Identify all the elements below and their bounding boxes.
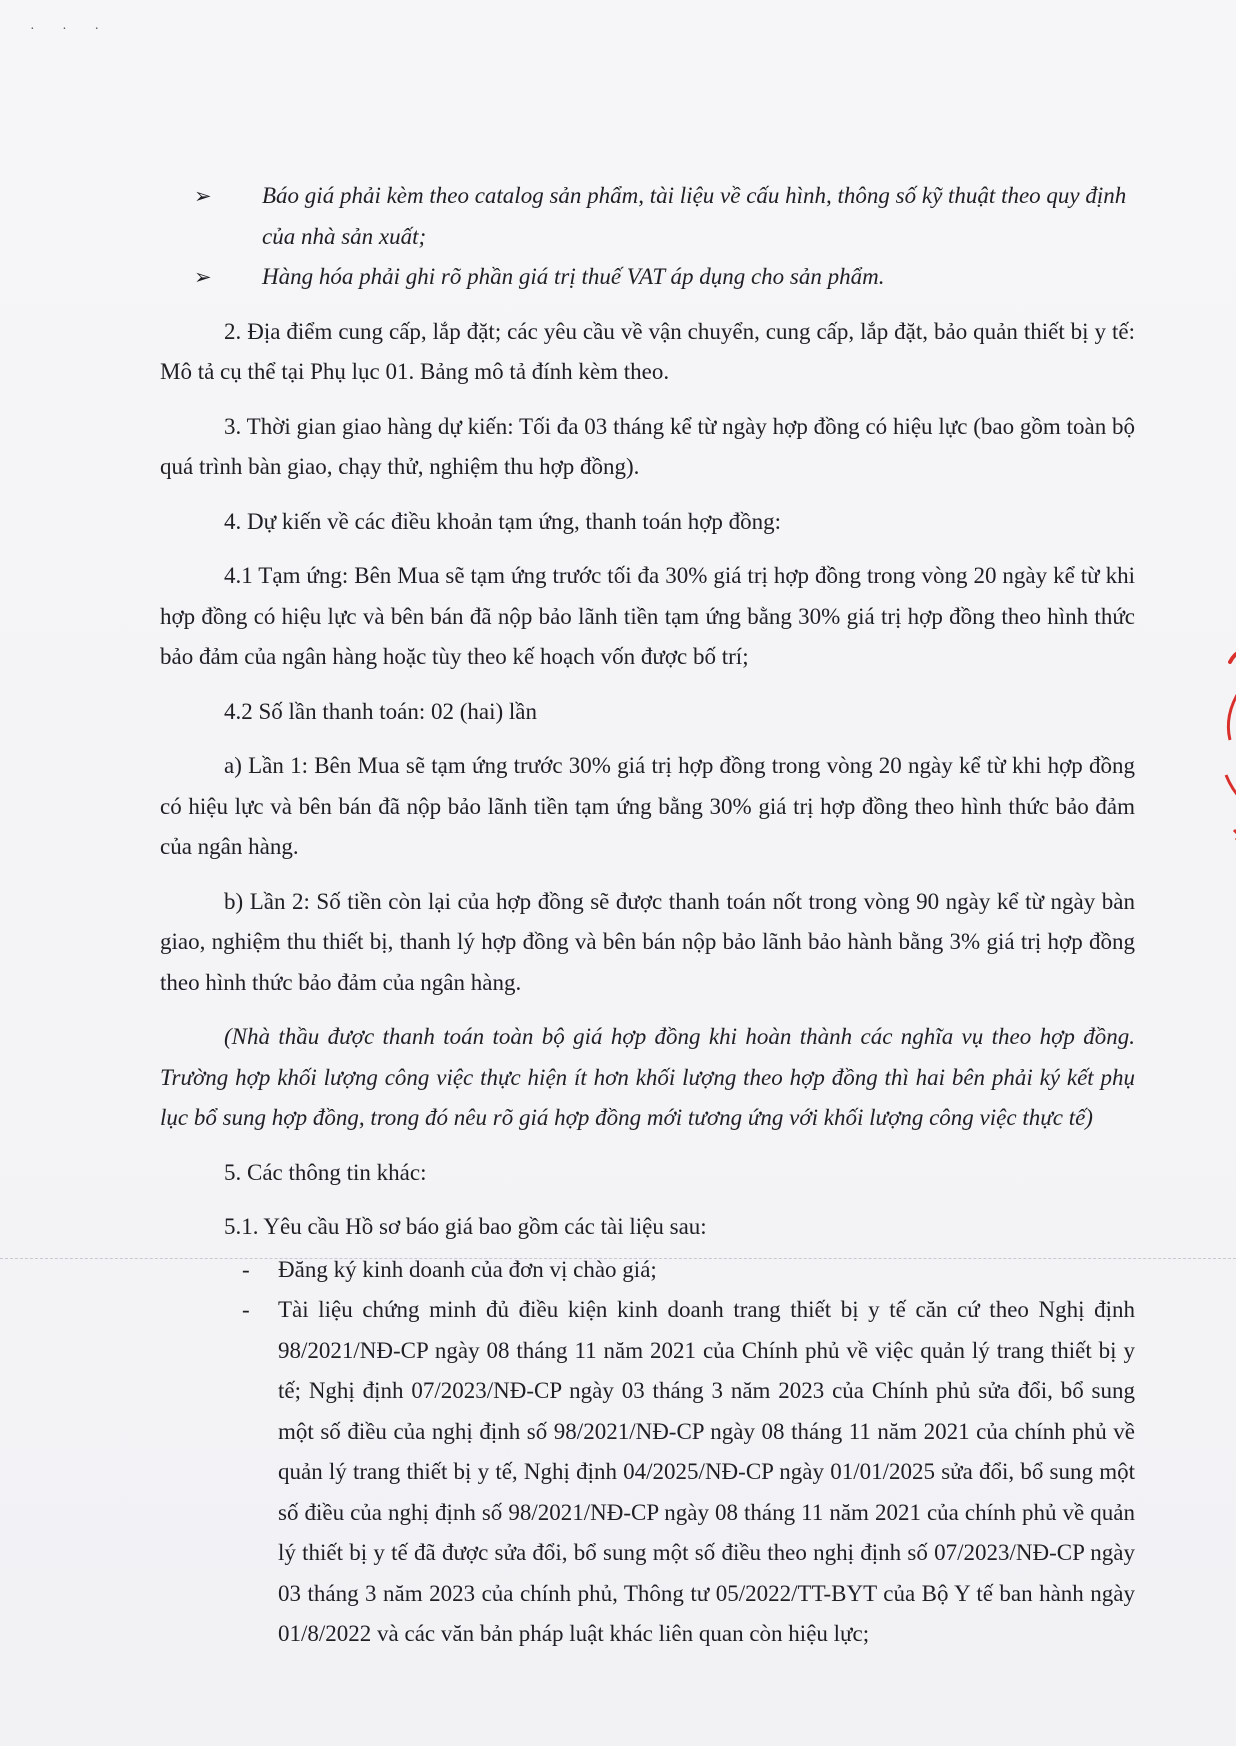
list-item-text: Đăng ký kinh doanh của đơn vị chào giá; — [278, 1256, 657, 1282]
list-item — [242, 1290, 1135, 1655]
list-item — [242, 1250, 1135, 1291]
bullet-item — [194, 176, 1135, 257]
bullet-text: Báo giá phải kèm theo catalog sản phẩm, tài liệu về cấu hình, thông số kỹ thuật theo quy định của nhà sản xuất; — [262, 183, 1127, 249]
section-4-1: 4.1 Tạm ứng: Bên Mua sẽ tạm ứng trước tối đa 30% giá trị hợp đồng trong vòng 20 ngày kể từ khi hợp đồng có hiệu lực và bên bán đã nộp bảo lãnh tiền tạm ứng bằng 30% giá trị hợp đồng theo hình thức bảo đảm của ngân hàng hoặc tùy theo kế hoạch vốn được bố trí; — [160, 563, 1135, 669]
section-4-2-a: a) Lần 1: Bên Mua sẽ tạm ứng trước 30% giá trị hợp đồng trong vòng 20 ngày kể từ khi hợp đồng có hiệu lực và bên bán đã nộp bảo lãnh tiền tạm ứng bằng 30% giá trị hợp đồng theo hình thức bảo đảm của ngân hàng. — [160, 753, 1135, 859]
dash-bullet-icon: - — [242, 1256, 250, 1282]
arrow-bullet-icon: ➢ — [194, 184, 212, 208]
section-4-heading: 4. Dự kiến về các điều khoản tạm ứng, thanh toán hợp đồng: — [224, 508, 782, 534]
section-4-2: 4.2 Số lần thanh toán: 02 (hai) lần — [224, 698, 537, 724]
section-2: 2. Địa điểm cung cấp, lắp đặt; các yêu cầu về vận chuyển, cung cấp, lắp đặt, bảo quản thiết bị y tế: Mô tả cụ thể tại Phụ lục 01. Bảng mô tả đính kèm theo. — [160, 318, 1135, 384]
section-5-1: 5.1. Yêu cầu Hồ sơ báo giá bao gồm các tài liệu sau: — [224, 1214, 707, 1239]
list-item-text: Tài liệu chứng minh đủ điều kiện kinh doanh trang thiết bị y tế căn cứ theo Nghị định 98/2021/NĐ-CP ngày 08 tháng 11 năm 2021 của Chính phủ về việc quản lý trang thiết bị y tế; Nghị định 07/2023/NĐ-CP ngày 03 tháng 3 năm 2023 của Chính phủ sửa đổi, bổ sung một số điều của nghị định số 98/2021/NĐ-CP ngày 08 tháng 11 năm 2021 của chính phủ về quản lý trang thiết bị y tế, Nghị định 04/2025/NĐ-CP ngày 01/01/2025 sửa đổi, bổ sung một số điều của nghị định số 98/2021/NĐ-CP ngày 08 tháng 11 năm 2021 của chính phủ về quản lý thiết bị y tế đã được sửa đổi, bổ sung một số điều theo nghị định số 07/2023/NĐ-CP ngày 03 tháng 3 năm 2023 của chính phủ, Thông tư 05/2022/TT-BYT của Bộ Y tế ban hành ngày 01/8/2022 và các văn bản pháp luật khác liên quan còn hiệu lực; — [278, 1297, 1135, 1646]
payment-note: (Nhà thầu được thanh toán toàn bộ giá hợp đồng khi hoàn thành các nghĩa vụ theo hợp đồng. Trường hợp khối lượng công việc thực hiện ít hơn khối lượng theo hợp đồng thì hai bên phải ký kết phụ lục bổ sung hợp đồng, trong đó nêu rõ giá hợp đồng mới tương ứng với khối lượng công việc thực tế) — [160, 1024, 1135, 1130]
arrow-bullet-icon: ➢ — [194, 265, 212, 289]
section-3: 3. Thời gian giao hàng dự kiến: Tối đa 03 tháng kể từ ngày hợp đồng có hiệu lực (bao gồm toàn bộ quá trình bàn giao, chạy thử, nghiệm thu hợp đồng). — [160, 413, 1135, 479]
required-documents-list — [160, 1250, 1135, 1655]
bullet-item — [194, 257, 1135, 298]
section-5-heading: 5. Các thông tin khác: — [224, 1159, 427, 1185]
dash-bullet-icon: - — [242, 1297, 250, 1322]
bullet-text: Hàng hóa phải ghi rõ phần giá trị thuế VAT áp dụng cho sản phẩm. — [262, 264, 885, 289]
scan-specks: · · · — [30, 22, 111, 37]
document-body — [160, 176, 1135, 1655]
red-stamp-fragment — [1204, 640, 1236, 860]
section-4-2-b: b) Lần 2: Số tiền còn lại của hợp đồng sẽ được thanh toán nốt trong vòng 90 ngày kể từ ngày bàn giao, nghiệm thu thiết bị, thanh lý hợp đồng và bên bán nộp bảo lãnh bảo hành bằng 3% giá trị hợp đồng theo hình thức bảo đảm của ngân hàng. — [160, 888, 1135, 995]
